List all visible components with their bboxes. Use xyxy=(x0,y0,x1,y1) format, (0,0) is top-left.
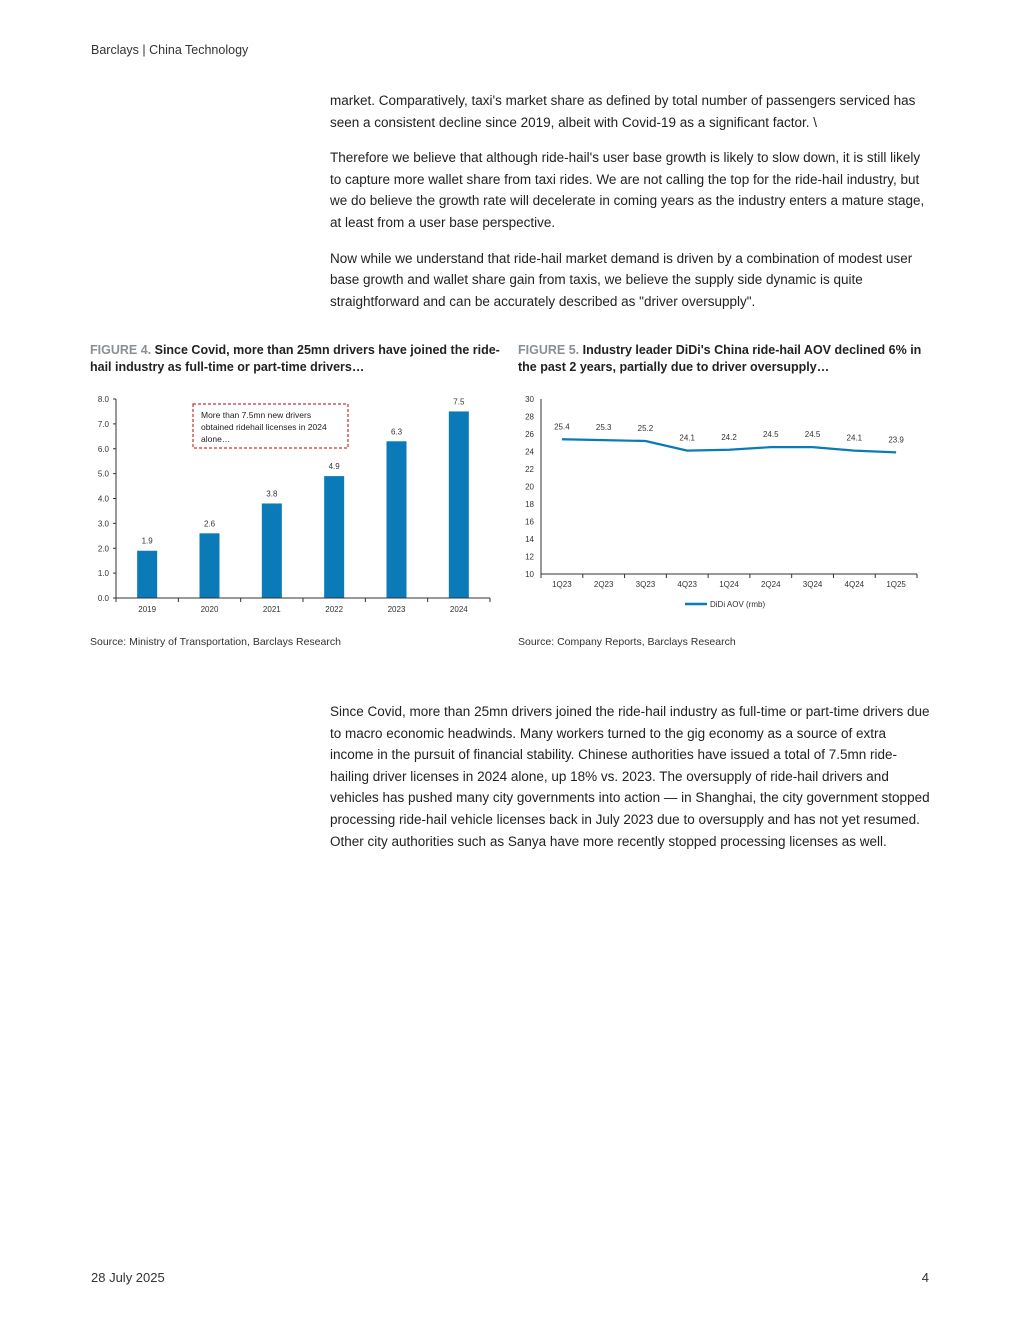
point-value-label: 24.5 xyxy=(804,430,821,440)
bar xyxy=(387,441,407,598)
y-tick-label: 1.0 xyxy=(97,569,109,579)
bar xyxy=(200,533,220,598)
x-tick-label: 3Q23 xyxy=(635,580,656,589)
line-chart-x-axis xyxy=(541,574,917,589)
annotation-line-2: obtained ridehail licenses in 2024 xyxy=(201,422,327,432)
bar-value-label: 6.3 xyxy=(390,427,403,437)
aov-line-chart xyxy=(515,388,930,623)
y-tick-label: 12 xyxy=(525,552,534,562)
figure5-title xyxy=(518,342,928,376)
figure5-number: FIGURE 5. xyxy=(518,343,580,357)
x-tick-label: 2023 xyxy=(387,605,406,614)
bar xyxy=(137,551,157,598)
line-chart-series xyxy=(554,422,904,452)
point-value-label: 24.1 xyxy=(679,433,696,443)
y-tick-label: 0.0 xyxy=(97,594,109,603)
point-value-label: 24.2 xyxy=(721,432,737,442)
x-tick-label: 1Q24 xyxy=(719,580,739,589)
bar-value-label: 1.9 xyxy=(141,536,153,546)
bar xyxy=(262,503,282,598)
x-tick-label: 2022 xyxy=(325,605,344,614)
figure4-title xyxy=(90,342,500,376)
annotation-line-1: More than 7.5mn new drivers xyxy=(201,410,312,420)
y-tick-label: 30 xyxy=(525,395,534,404)
point-value-label: 24.5 xyxy=(762,430,779,440)
x-tick-label: 1Q23 xyxy=(552,580,572,589)
annotation-line-3: alone… xyxy=(201,434,231,444)
point-value-label: 23.9 xyxy=(888,435,904,445)
bar xyxy=(324,476,344,598)
figure5-title-text: Industry leader DiDi's China ride-hail AOV declined 6% in the past 2 years, partially due to driver oversupply… xyxy=(518,343,922,374)
line-chart-legend xyxy=(685,600,765,609)
y-tick-label: 4.0 xyxy=(97,494,109,504)
paragraph-market-share: market. Comparatively, taxi's market share as defined by total number of passengers serviced has seen a consistent decline since 2019, albeit with Covid-19 as a significant factor. \ xyxy=(330,93,916,130)
bar-value-label: 7.5 xyxy=(453,397,465,407)
bar xyxy=(449,411,469,598)
paragraph-wallet-share: Therefore we believe that although ride-hail's user base growth is likely to slow down, it is still likely to capture more wallet share from taxi rides. We are not calling the top for the ride-hail industry, but we do believe the growth rate will decelerate in coming years as the industry enters a mature stage, at least from a user base perspective. xyxy=(330,150,925,230)
bar-value-label: 4.9 xyxy=(328,462,340,472)
line-chart-y-axis xyxy=(525,395,541,579)
x-tick-label: 2Q24 xyxy=(760,580,781,589)
y-tick-label: 16 xyxy=(525,517,534,527)
y-tick-label: 24 xyxy=(525,447,534,457)
bottom-text-block xyxy=(330,701,930,866)
point-value-label: 24.1 xyxy=(846,433,863,443)
legend-label: DiDi AOV (rmb) xyxy=(710,600,766,609)
paragraph-since-covid: Since Covid, more than 25mn drivers joined the ride-hail industry as full-time or part-time drivers due to macro economic headwinds. Many workers turned to the gig economy as a source of extra income in the pursuit of financial stability. Chinese authorities have issued a total of 7.5mn ride-hailing driver licenses in 2024 alone, up 18% vs. 2023. The oversupply of ride-hail drivers and vehicles has pushed many city governments into action — in Shanghai, the city government stopped processing ride-hail vehicle licenses back in July 2023 due to oversupply and has not yet resumed. Other city authorities such as Sanya have more recently stopped processing licenses as well. xyxy=(330,704,930,849)
bar-chart-y-axis xyxy=(98,395,116,603)
paragraph-driver-oversupply: Now while we understand that ride-hail market demand is driven by a combination of modest user base growth and wallet share gain from taxis, we believe the supply side dynamic is quite straightforward and can be accurately described as "driver oversupply". xyxy=(330,250,913,309)
point-value-label: 25.3 xyxy=(595,423,612,433)
x-tick-label: 2020 xyxy=(200,605,219,614)
point-value-label: 25.2 xyxy=(637,424,654,433)
page-number: 4 xyxy=(921,1270,929,1285)
y-tick-label: 5.0 xyxy=(97,469,109,479)
y-tick-label: 7.0 xyxy=(97,419,109,429)
figure4-number: FIGURE 4. xyxy=(90,343,152,357)
y-tick-label: 3.0 xyxy=(97,519,109,529)
figure4-source: Source: Ministry of Transportation, Barclays Research xyxy=(90,636,341,648)
report-header: Barclays | China Technology xyxy=(91,43,249,57)
x-tick-label: 1Q25 xyxy=(886,580,906,589)
y-tick-label: 28 xyxy=(525,412,534,422)
x-tick-label: 4Q24 xyxy=(844,580,865,589)
drivers-bar-chart xyxy=(80,388,500,623)
y-tick-label: 18 xyxy=(525,500,534,509)
x-tick-label: 4Q23 xyxy=(677,580,698,589)
bar-value-label: 3.8 xyxy=(266,489,278,499)
x-tick-label: 2Q23 xyxy=(593,580,614,589)
y-tick-label: 22 xyxy=(525,465,534,474)
x-tick-label: 2021 xyxy=(262,605,281,614)
x-tick-label: 2019 xyxy=(138,605,157,614)
y-tick-label: 14 xyxy=(525,535,534,544)
figure4-title-text: Since Covid, more than 25mn drivers have joined the ride-hail industry as full-time or part-time drivers… xyxy=(90,343,500,374)
x-tick-label: 3Q24 xyxy=(802,580,823,589)
point-value-label: 25.4 xyxy=(554,422,570,432)
footer-date: 28 July 2025 xyxy=(91,1270,165,1285)
y-tick-label: 26 xyxy=(525,430,534,439)
y-tick-label: 20 xyxy=(525,482,534,492)
y-tick-label: 6.0 xyxy=(97,444,109,454)
figure5-source: Source: Company Reports, Barclays Research xyxy=(518,636,736,648)
annotation-box xyxy=(193,404,348,448)
bar-value-label: 2.6 xyxy=(203,519,216,529)
top-text-block xyxy=(330,90,930,326)
y-tick-label: 10 xyxy=(525,570,534,579)
x-tick-label: 2024 xyxy=(449,605,468,614)
bar-chart-x-axis xyxy=(116,598,490,614)
y-tick-label: 2.0 xyxy=(97,544,109,554)
y-tick-label: 8.0 xyxy=(97,395,109,404)
